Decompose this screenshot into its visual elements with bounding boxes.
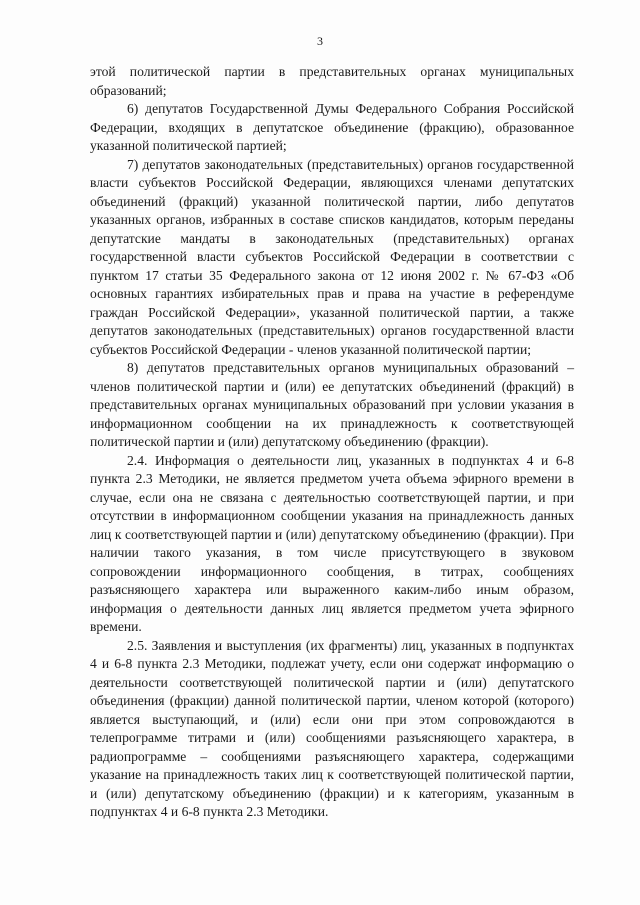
paragraph-item-7: 7) депутатов законодательных (представительных) органов государственной власти субъектов Российской Федерации, являющихся членами депутатских объединений (фракций) указанной политической партии, либо депутатов указанных органов, избранных в составе списков кандидатов, которым переданы депутатские мандаты в законодательных (представительных) органах государственной власти субъектов Российской Федерации в соответствии с пунктом 17 статьи 35 Федерального закона от 12 июня 2002 г. № 67-ФЗ «Об основных гарантиях избирательных прав и права на участие в референдуме граждан Российской Федерации», указанной политической партии, а также депутатов законодательных (представительных) органов государственной власти субъектов Российской Федерации - членов указанной политической партии; [90, 156, 574, 357]
page-number: 3 [317, 34, 323, 48]
paragraph-2-5: 2.5. Заявления и выступления (их фрагменты) лиц, указанных в подпунктах 4 и 6-8 пункта 2.3 Методики, подлежат учету, если они содержат информацию о деятельности соответствующей политической партии и (или) депутатского объединения (фракции) данной политической партии, членом которой (которого) является выступающий, и (или) если они при этом сопровождаются в телепрограмме титрами и (или) сообщениями разъясняющего характера, в радиопрограмме – сообщениями разъясняющего характера, содержащими указание на принадлежность таких лиц к соответствующей политической партии, и (или) депутатскому объединению (фракции) и к категориям, указанным в подпунктах 4 и 6-8 пункта 2.3 Методики. [90, 637, 574, 819]
paragraph-item-6: 6) депутатов Государственной Думы Федерального Собрания Российской Федерации, входящих в депутатское объединение (фракцию), образованное указанной политической партией; [90, 101, 574, 153]
paragraph-2-4: 2.4. Информация о деятельности лиц, указанных в подпунктах 4 и 6-8 пункта 2.3 Методики, не является предметом учета объема эфирного времени в случае, если она не связана с деятельностью соответствующей партии, и при отсутствии в информационном сообщении указания на принадлежность данных лиц к соответствующей партии и (или) депутатскому объединению (фракции). При наличии такого указания, в том числе присутствующего в звуковом сопровождении информационного сообщения, в титрах, сообщениях разъясняющего характера или выраженного каким-либо иным образом, информация о деятельности данных лиц является предметом учета эфирного времени. [90, 452, 574, 634]
paragraph-continuation: этой политической партии в представительных органах муниципальных образований; [90, 64, 574, 98]
document-body [90, 63, 574, 822]
paragraph-item-8: 8) депутатов представительных органов муниципальных образований – членов политической партии и (или) ее депутатских объединений (фракций) в представительных органах муниципальных образований при условии указания в информационном сообщении на их принадлежность к соответствующей политической партии и (или) депутатскому объединению (фракции). [90, 360, 574, 449]
